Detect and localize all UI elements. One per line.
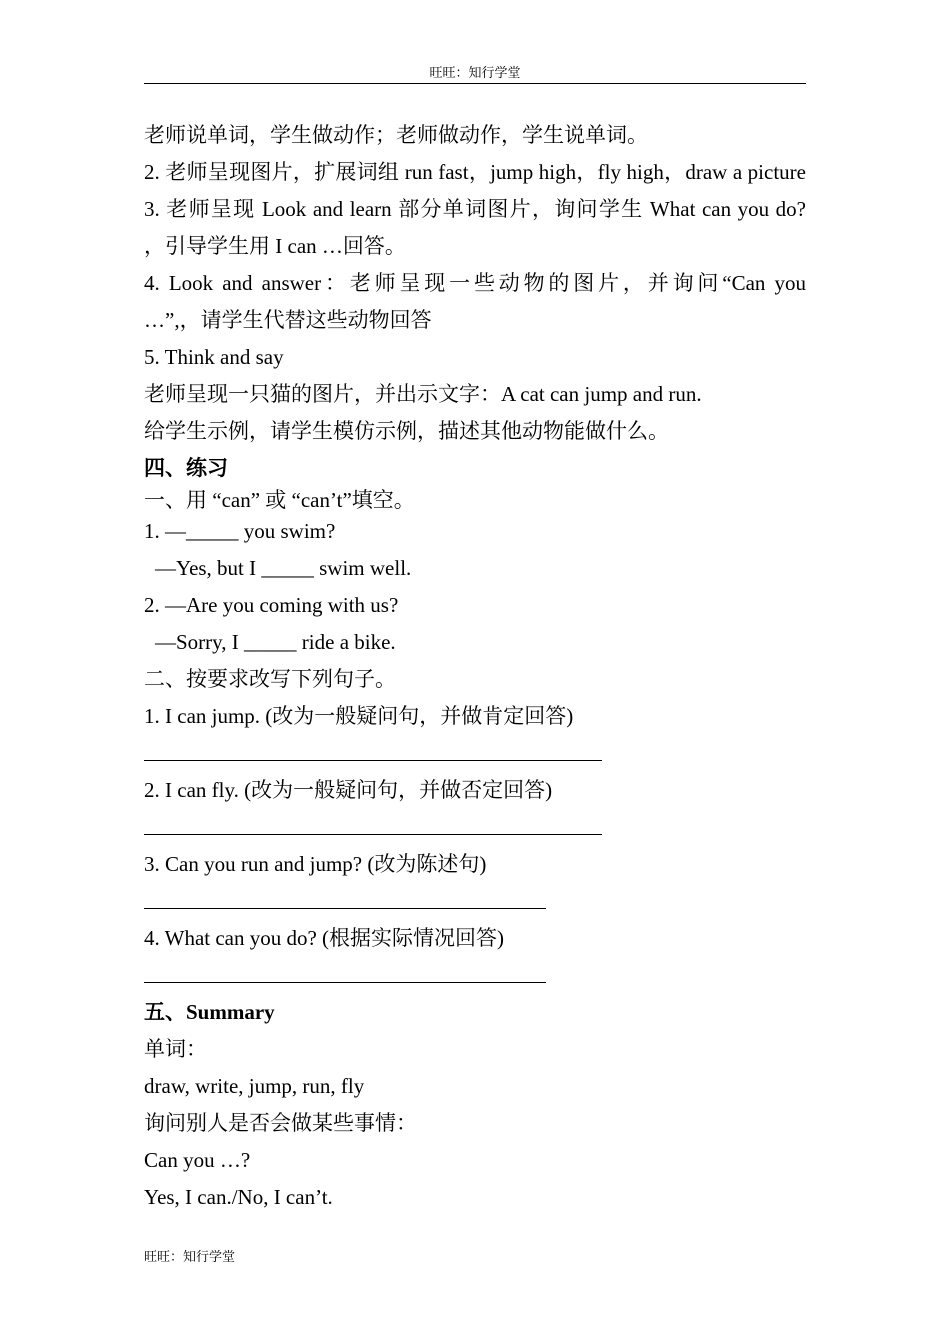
answer-underline: [144, 834, 602, 835]
summary-words-label: 单词：: [144, 1037, 207, 1061]
answer-underline: [144, 760, 602, 761]
rewrite-question: 4. What can you do? (根据实际情况回答): [144, 926, 505, 950]
activity-item-5-title: 5. Think and say: [144, 345, 284, 369]
activity-item-3-continued: ，引导学生用 I can …回答。: [144, 234, 406, 258]
exercise-question: 1. —_____ you swim?: [144, 519, 336, 543]
rewrite-question: 2. I can fly. (改为一般疑问句，并做否定回答): [144, 778, 553, 802]
summary-words: draw, write, jump, run, fly: [144, 1074, 365, 1098]
rewrite-question: 1. I can jump. (改为一般疑问句，并做肯定回答): [144, 704, 574, 728]
activity-item-4: 4. Look and answer：老师呈现一些动物的图片，并询问“Can you: [144, 271, 806, 295]
summary-heading: 五、Summary: [144, 1000, 275, 1024]
answer-blank: [144, 883, 806, 920]
activity-item-3: 3. 老师呈现 Look and learn 部分单词图片，询问学生 What can you do?: [144, 197, 806, 221]
exercise-answer: —Sorry, I _____ ride a bike.: [155, 630, 396, 654]
answer-blank: [144, 957, 806, 994]
page-footer: 旺旺：知行学堂: [144, 1249, 236, 1264]
document-body: [144, 117, 806, 1216]
activity-line: 老师说单词，学生做动作；老师做动作，学生说单词。: [144, 123, 648, 147]
answer-blank: [144, 735, 806, 772]
answer-underline: [144, 982, 546, 983]
practice-heading: 四、练习: [144, 456, 228, 480]
summary-answer: Yes, I can./No, I can’t.: [144, 1185, 333, 1209]
answer-underline: [144, 908, 546, 909]
activity-item-5-line: 给学生示例，请学生模仿示例，描述其他动物能做什么。: [144, 419, 669, 443]
summary-ask-label: 询问别人是否会做某些事情：: [144, 1111, 417, 1135]
rewrite-question: 3. Can you run and jump? (改为陈述句): [144, 852, 487, 876]
practice-part1-title: 一、用 “can” 或 “can’t”填空。: [144, 488, 415, 512]
answer-blank: [144, 809, 806, 846]
activity-item-5-line: 老师呈现一只猫的图片，并出示文字：A cat can jump and run.: [144, 382, 702, 406]
header-divider: [144, 83, 806, 84]
page-header: 旺旺：知行学堂: [429, 65, 521, 80]
summary-question: Can you …?: [144, 1148, 251, 1172]
exercise-answer: —Yes, but I _____ swim well.: [155, 556, 412, 580]
practice-part2-title: 二、按要求改写下列句子。: [144, 667, 396, 691]
exercise-question: 2. —Are you coming with us?: [144, 593, 399, 617]
activity-item-2: 2. 老师呈现图片，扩展词组 run fast，jump high，fly high，draw a picture: [144, 160, 806, 184]
activity-item-4-continued: …”,，请学生代替这些动物回答: [144, 308, 432, 332]
